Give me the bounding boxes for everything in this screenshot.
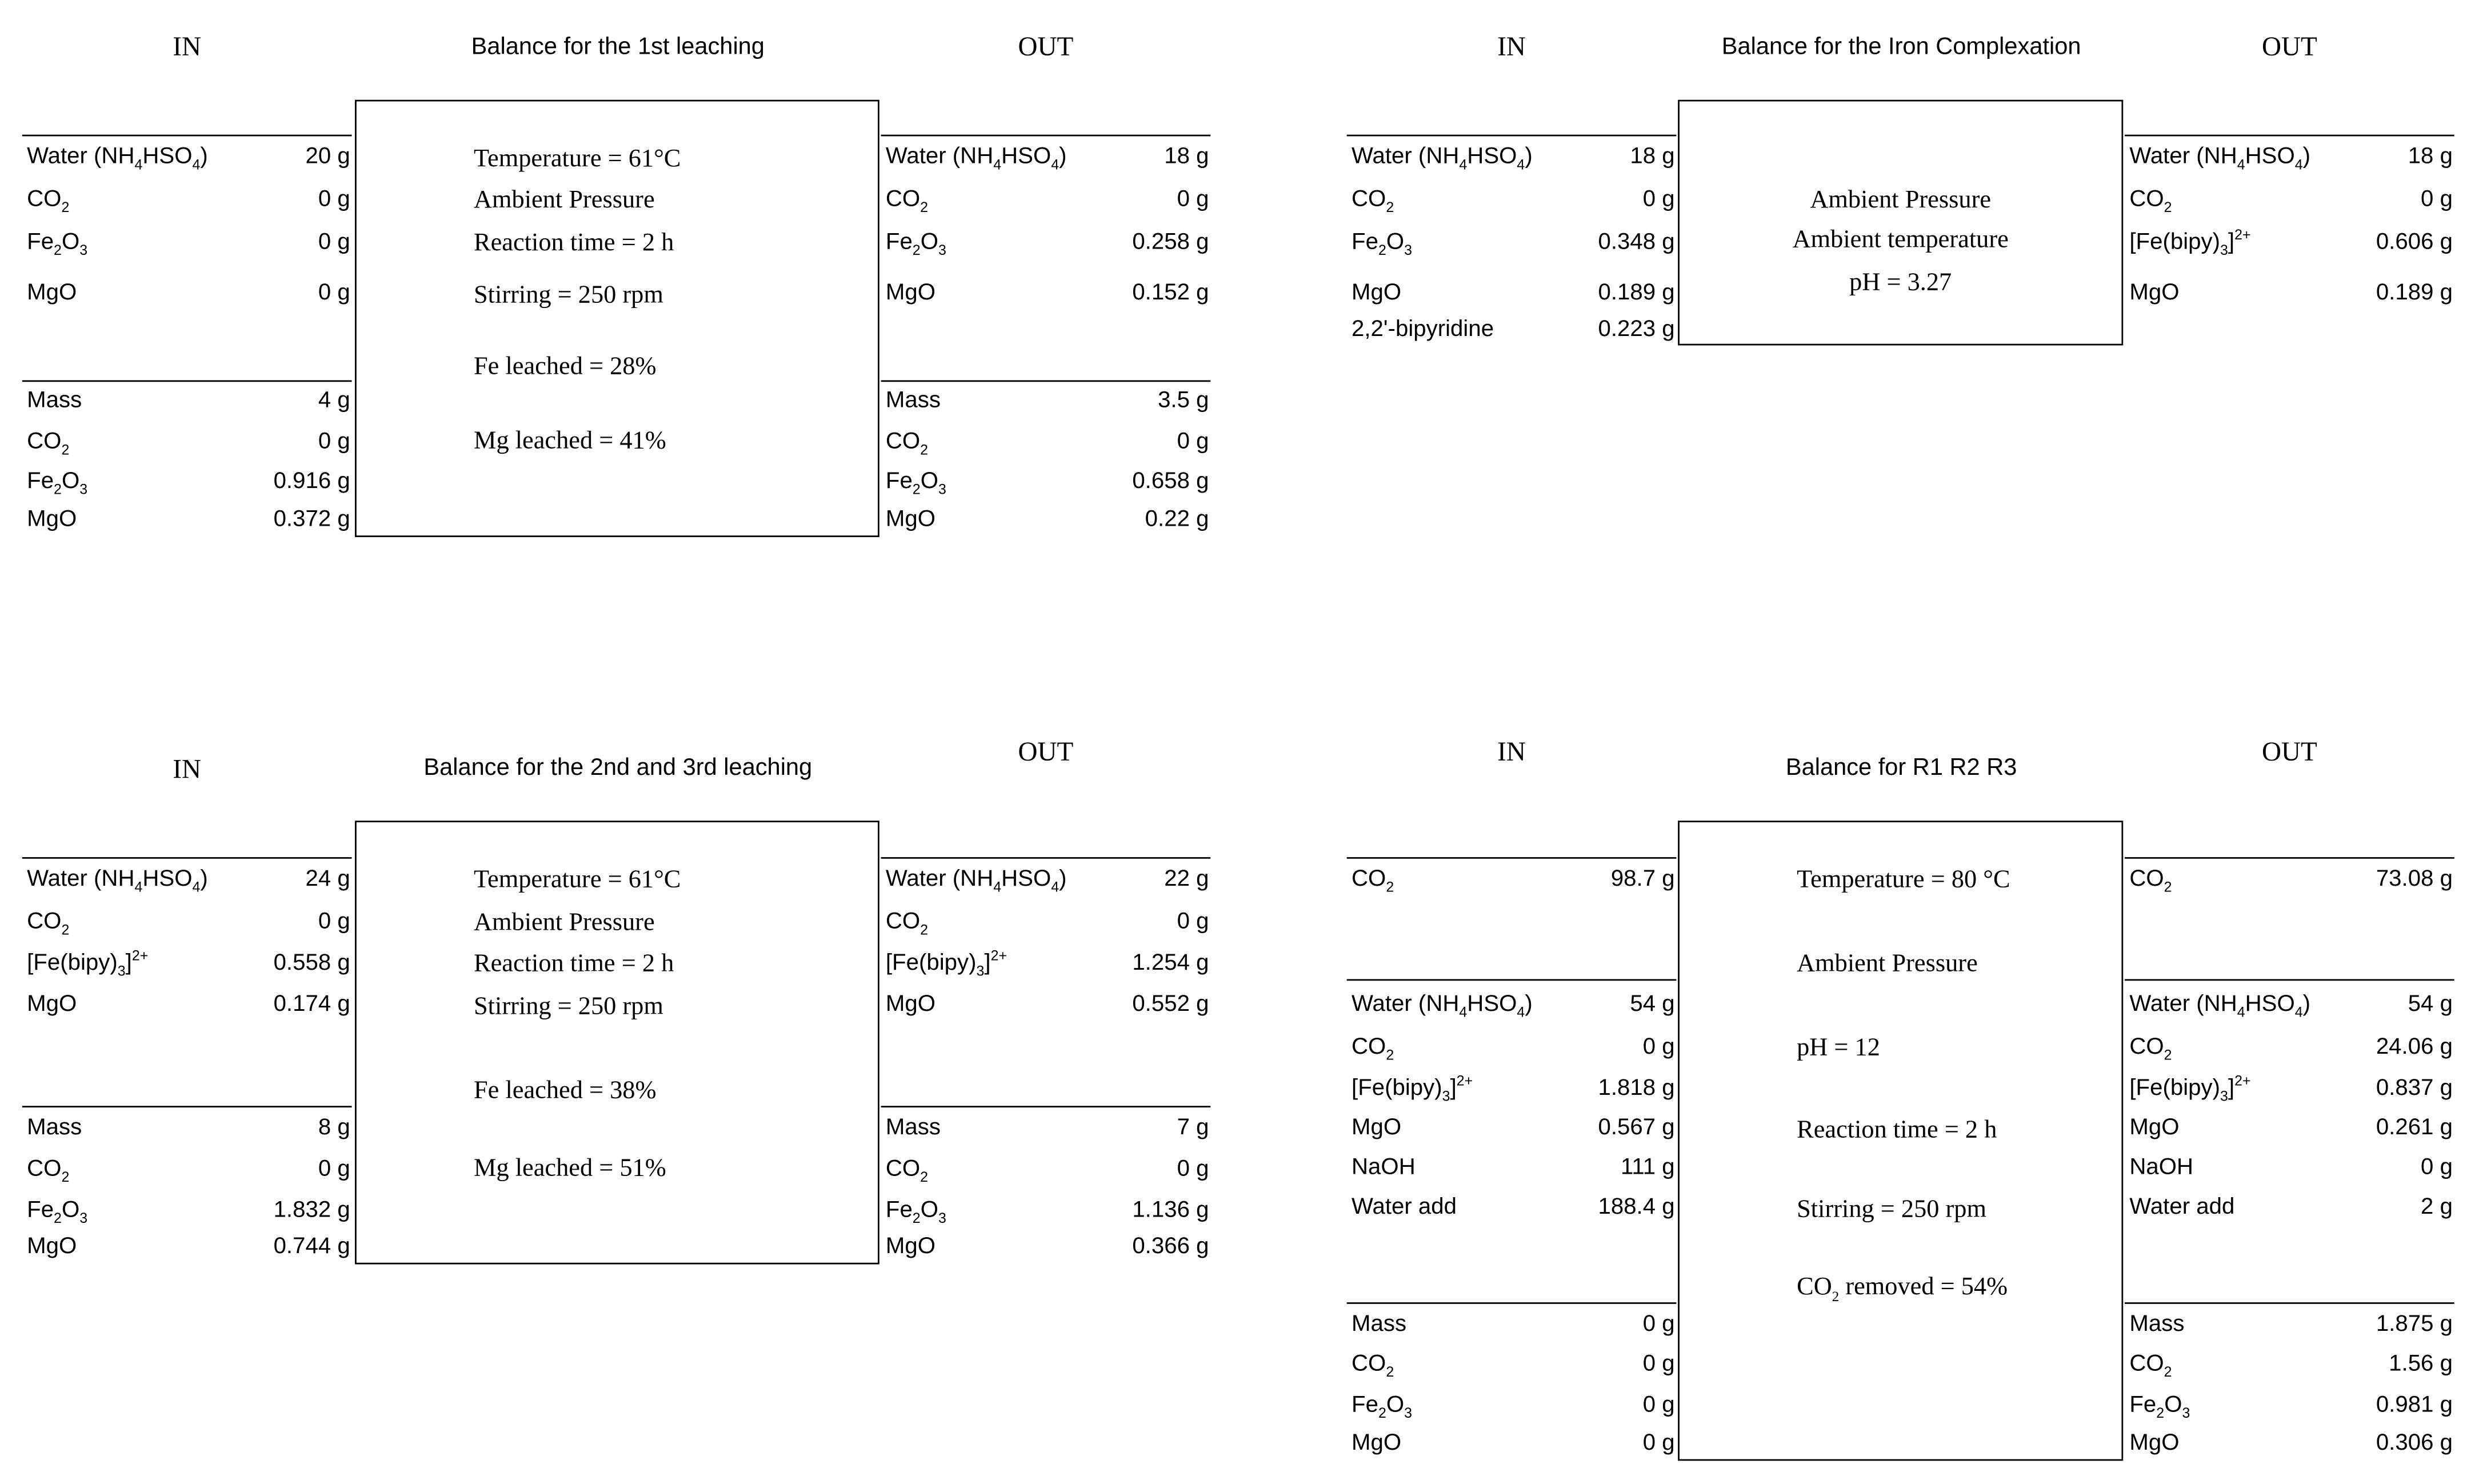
in-table-row (1352, 184, 1675, 215)
component-name: MgO (1352, 1430, 1402, 1457)
in-table-row (27, 1195, 350, 1226)
out-table-row (2129, 1309, 2453, 1340)
process-condition: Stirring = 250 rpm (474, 282, 663, 309)
component-name: Water $(NH_4HSO_4)$ (27, 144, 208, 173)
component-mass: 0 g (318, 429, 350, 455)
in-table-row (27, 1153, 350, 1185)
in-section-rule (1347, 857, 1677, 859)
component-mass: 0.744 g (273, 1234, 350, 1260)
component-name: $[Fe(bipy)_3]^{2+}$ (1352, 1073, 1473, 1105)
component-mass: 0.552 g (1132, 991, 1209, 1018)
process-condition: Ambient Pressure (474, 909, 655, 937)
component-name: MgO (27, 991, 77, 1018)
component-mass: 0.348 g (1598, 230, 1675, 255)
panel-2nd-3rd-leaching (0, 722, 1236, 1459)
in-table-row (1352, 1112, 1675, 1143)
panel-1st-leaching (0, 0, 1236, 737)
process-condition: Stirring = 250 rpm (474, 993, 663, 1021)
in-table-row (27, 141, 350, 173)
component-name: $CO_2$ (2129, 187, 2172, 215)
component-name: 2,2'-bipyridine (1352, 317, 1494, 342)
out-table-row (886, 426, 1209, 458)
component-mass: 0.174 g (273, 991, 350, 1018)
component-name: $CO_2$ (885, 909, 929, 938)
out-table-row (2129, 1390, 2453, 1421)
component-name: Water add (2129, 1194, 2235, 1220)
out-table-row (886, 277, 1209, 309)
out-table-row (886, 906, 1209, 938)
component-mass: 24 g (305, 866, 350, 892)
out-table-row (886, 989, 1209, 1020)
in-table-row (27, 1112, 350, 1143)
component-mass: 0 g (318, 909, 350, 935)
in-section-rule (1347, 979, 1677, 981)
process-condition: Mg leached = 51% (474, 1155, 666, 1182)
process-condition: Ambient temperature (1792, 226, 2009, 254)
out-section-rule (881, 1106, 1211, 1107)
component-mass: 98.7 g (1610, 866, 1675, 892)
out-table-row (886, 141, 1209, 173)
out-table-row (2129, 1031, 2453, 1063)
component-name: MgO (27, 507, 77, 533)
out-table-row (886, 1195, 1209, 1226)
component-name: NaOH (1352, 1155, 1416, 1181)
in-table-row (1352, 1427, 1675, 1459)
panel-title: Balance for the 2nd and 3rd leaching (423, 754, 813, 781)
in-table-row (27, 1231, 350, 1262)
component-mass: 18 g (2408, 144, 2453, 170)
component-name: $[Fe(bipy)_3]^{2+}$ (2129, 226, 2251, 258)
component-mass: 0.366 g (1132, 1234, 1209, 1260)
process-condition: Temperature = 61°C (474, 866, 681, 894)
in-section-rule (1347, 135, 1677, 137)
process-condition: pH = 3.27 (1849, 269, 1952, 297)
out-table-row (886, 466, 1209, 497)
component-mass: 1.818 g (1598, 1075, 1675, 1101)
component-mass: 0.189 g (2376, 280, 2453, 306)
component-name: Mass (2129, 1311, 2185, 1338)
in-table-row (27, 277, 350, 309)
out-section-rule (881, 380, 1211, 382)
in-table-row (1352, 1348, 1675, 1379)
out-table-row (886, 184, 1209, 215)
panel-r1-r2-r3 (1325, 722, 2467, 1459)
out-label: OUT (1018, 31, 1074, 62)
component-name: $CO_2$ (1352, 1034, 1394, 1063)
in-table-row (1352, 989, 1675, 1020)
process-condition: Ambient Pressure (1797, 950, 1978, 978)
component-mass: 18 g (1164, 144, 1209, 170)
in-section-rule (22, 857, 352, 859)
out-table-row (886, 947, 1209, 979)
component-name: MgO (2129, 280, 2180, 306)
out-section-rule (2125, 979, 2454, 981)
component-mass: 0 g (1177, 187, 1209, 213)
process-condition: Reaction time = 2 h (474, 230, 674, 257)
process-condition: Reaction time = 2 h (1797, 1117, 1997, 1144)
process-condition: Temperature = 61°C (474, 146, 681, 173)
in-label: IN (173, 31, 202, 62)
component-name: MgO (27, 1234, 77, 1260)
in-table-row (27, 947, 350, 979)
component-name: MgO (2129, 1430, 2180, 1457)
component-name: $CO_2$ (27, 429, 70, 458)
component-name: Water $(NH_4HSO_4)$ (2129, 991, 2311, 1021)
component-mass: 0.22 g (1145, 507, 1209, 533)
out-table-row (886, 504, 1209, 535)
component-name: Mass (1352, 1311, 1407, 1338)
out-table-row (2129, 277, 2453, 309)
component-name: $[Fe(bipy)_3]^{2+}$ (2129, 1073, 2251, 1105)
component-mass: 1.875 g (2376, 1311, 2453, 1338)
component-mass: 8 g (318, 1115, 350, 1141)
in-table-row (1352, 1191, 1675, 1223)
component-mass: 0.658 g (1132, 469, 1209, 495)
component-mass: 0 g (1642, 1311, 1675, 1338)
component-name: $Fe_2O_3$ (2129, 1393, 2190, 1421)
out-section-rule (2125, 135, 2454, 137)
component-name: $[Fe(bipy)_3]^{2+}$ (885, 947, 1007, 979)
component-mass: 54 g (2408, 991, 2453, 1018)
component-name: $CO_2$ (2129, 1351, 2172, 1380)
component-mass: 0 g (318, 187, 350, 213)
component-name: Mass (27, 1115, 82, 1141)
in-table-row (1352, 1073, 1675, 1104)
component-name: $CO_2$ (27, 1156, 70, 1185)
in-table-row (27, 385, 350, 417)
in-section-rule (1347, 1302, 1677, 1304)
in-section-rule (22, 135, 352, 137)
component-mass: 22 g (1164, 866, 1209, 892)
process-box (355, 100, 879, 537)
component-name: Water $(NH_4HSO_4)$ (2129, 144, 2311, 173)
component-mass: 0.558 g (273, 950, 350, 976)
out-table-row (886, 1112, 1209, 1143)
component-name: MgO (1352, 1115, 1402, 1141)
component-mass: 0 g (1642, 187, 1675, 213)
component-name: $[Fe(bipy)_3]^{2+}$ (27, 947, 149, 979)
process-box (355, 821, 879, 1264)
in-table-row (1352, 1152, 1675, 1183)
out-section-rule (2125, 1302, 2454, 1304)
in-table-row (27, 989, 350, 1020)
component-mass: 54 g (1630, 991, 1675, 1018)
component-name: $Fe_2O_3$ (27, 469, 88, 498)
out-table-row (2129, 184, 2453, 215)
component-name: $CO_2$ (2129, 866, 2172, 895)
component-name: MgO (1352, 280, 1402, 306)
component-mass: 3.5 g (1158, 388, 1209, 414)
process-condition: Ambient Pressure (474, 187, 655, 214)
in-section-rule (22, 1106, 352, 1107)
component-mass: 188.4 g (1598, 1194, 1675, 1220)
component-mass: 0.606 g (2376, 230, 2453, 255)
out-label: OUT (2261, 31, 2317, 62)
component-name: MgO (885, 991, 936, 1018)
panel-title: Balance for the Iron Complexation (1721, 33, 2081, 61)
component-name: $Fe_2O_3$ (1352, 230, 1413, 258)
component-name: NaOH (2129, 1155, 2194, 1181)
component-name: $Fe_2O_3$ (1352, 1393, 1413, 1421)
component-name: $CO_2$ (885, 187, 929, 215)
process-condition: $CO_2$ removed = 54% (1797, 1274, 2008, 1305)
process-condition: Ambient Pressure (1810, 187, 1992, 214)
component-mass: 4 g (318, 388, 350, 414)
component-mass: 0 g (1642, 1351, 1675, 1377)
out-table-row (2129, 1073, 2453, 1104)
component-mass: 0 g (1642, 1430, 1675, 1457)
panel-iron-complexation (1325, 0, 2467, 737)
component-mass: 0 g (2421, 187, 2453, 213)
component-name: $CO_2$ (27, 909, 70, 938)
component-mass: 0.306 g (2376, 1430, 2453, 1457)
in-table-row (27, 504, 350, 535)
in-table-row (1352, 1309, 1675, 1340)
component-name: $Fe_2O_3$ (27, 230, 88, 258)
in-table-row (27, 184, 350, 215)
in-table-row (1352, 1031, 1675, 1063)
component-name: Water $(NH_4HSO_4)$ (1352, 991, 1533, 1021)
component-mass: 0.981 g (2376, 1393, 2453, 1418)
component-mass: 0 g (1177, 909, 1209, 935)
out-section-rule (881, 135, 1211, 137)
component-mass: 0.567 g (1598, 1115, 1675, 1141)
component-name: $CO_2$ (885, 429, 929, 458)
component-name: $CO_2$ (1352, 866, 1394, 895)
component-name: Water add (1352, 1194, 1457, 1220)
out-section-rule (2125, 857, 2454, 859)
component-name: Water $(NH_4HSO_4)$ (27, 866, 208, 895)
process-condition: pH = 12 (1797, 1034, 1880, 1062)
in-table-row (1352, 1390, 1675, 1421)
in-table-row (1352, 314, 1675, 345)
out-label: OUT (2261, 737, 2317, 767)
out-table-row (886, 1231, 1209, 1262)
panel-title: Balance for the 1st leaching (471, 33, 765, 61)
process-condition: Mg leached = 41% (474, 427, 666, 455)
process-condition: Fe leached = 38% (474, 1077, 657, 1105)
component-mass: 1.832 g (273, 1198, 350, 1223)
out-table-row (886, 385, 1209, 417)
in-table-row (27, 426, 350, 458)
out-table-row (2129, 1348, 2453, 1379)
component-name: $Fe_2O_3$ (885, 230, 946, 258)
component-mass: 0 g (2421, 1155, 2453, 1181)
process-box (1678, 100, 2123, 346)
process-condition: Temperature = 80 °C (1797, 866, 2010, 894)
process-condition: Reaction time = 2 h (474, 950, 674, 978)
out-table-row (886, 226, 1209, 258)
in-section-rule (22, 380, 352, 382)
component-mass: 73.08 g (2376, 866, 2453, 892)
out-table-row (2129, 989, 2453, 1020)
component-name: $Fe_2O_3$ (885, 1198, 946, 1226)
component-name: MgO (885, 507, 936, 533)
component-name: $CO_2$ (27, 187, 70, 215)
component-name: MgO (885, 280, 936, 306)
process-condition: Stirring = 250 rpm (1797, 1196, 1986, 1223)
in-label: IN (1497, 31, 1526, 62)
process-condition: Fe leached = 28% (474, 353, 657, 381)
component-mass: 7 g (1177, 1115, 1209, 1141)
component-mass: 0.223 g (1598, 317, 1675, 342)
in-table-row (1352, 226, 1675, 258)
in-table-row (27, 226, 350, 258)
component-mass: 0.258 g (1132, 230, 1209, 255)
component-mass: 0.152 g (1132, 280, 1209, 306)
component-name: $CO_2$ (1352, 187, 1394, 215)
component-name: Water $(NH_4HSO_4)$ (885, 866, 1067, 895)
out-table-row (886, 863, 1209, 895)
component-name: Mass (885, 388, 941, 414)
component-name: MgO (2129, 1115, 2180, 1141)
component-name: MgO (885, 1234, 936, 1260)
component-name: $Fe_2O_3$ (885, 469, 946, 498)
component-mass: 0 g (1177, 1156, 1209, 1182)
component-mass: 111 g (1620, 1155, 1675, 1181)
component-mass: 1.136 g (1132, 1198, 1209, 1223)
component-mass: 0 g (1642, 1393, 1675, 1418)
in-table-row (27, 863, 350, 895)
component-name: Mass (27, 388, 82, 414)
component-mass: 18 g (1630, 144, 1675, 170)
component-mass: 0 g (318, 280, 350, 306)
in-label: IN (1497, 737, 1526, 767)
out-table-row (2129, 1191, 2453, 1223)
component-mass: 0 g (1642, 1034, 1675, 1060)
out-label: OUT (1018, 737, 1074, 767)
in-table-row (27, 906, 350, 938)
process-box (1678, 821, 2123, 1461)
panel-title: Balance for R1 R2 R3 (1785, 754, 2017, 781)
component-mass: 0.261 g (2376, 1115, 2453, 1141)
out-table-row (886, 1153, 1209, 1185)
component-mass: 20 g (305, 144, 350, 170)
component-mass: 2 g (2421, 1194, 2453, 1220)
in-table-row (1352, 141, 1675, 173)
out-section-rule (881, 857, 1211, 859)
component-mass: 0 g (1177, 429, 1209, 455)
component-mass: 24.06 g (2376, 1034, 2453, 1060)
component-mass: 0.837 g (2376, 1075, 2453, 1101)
component-name: Water $(NH_4HSO_4)$ (885, 144, 1067, 173)
component-mass: 1.254 g (1132, 950, 1209, 976)
out-table-row (2129, 863, 2453, 895)
component-name: Mass (885, 1115, 941, 1141)
component-mass: 0.189 g (1598, 280, 1675, 306)
in-table-row (1352, 863, 1675, 895)
in-table-row (27, 466, 350, 497)
out-table-row (2129, 1152, 2453, 1183)
out-table-row (2129, 226, 2453, 258)
out-table-row (2129, 1112, 2453, 1143)
component-mass: 0.372 g (273, 507, 350, 533)
component-name: Water $(NH_4HSO_4)$ (1352, 144, 1533, 173)
component-mass: 0 g (318, 230, 350, 255)
component-name: $CO_2$ (1352, 1351, 1394, 1380)
component-name: $Fe_2O_3$ (27, 1198, 88, 1226)
in-label: IN (173, 754, 202, 785)
out-table-row (2129, 141, 2453, 173)
component-name: $CO_2$ (2129, 1034, 2172, 1063)
component-name: $CO_2$ (885, 1156, 929, 1185)
component-name: MgO (27, 280, 77, 306)
component-mass: 0.916 g (273, 469, 350, 495)
component-mass: 1.56 g (2389, 1351, 2453, 1377)
out-table-row (2129, 1427, 2453, 1459)
component-mass: 0 g (318, 1156, 350, 1182)
in-table-row (1352, 277, 1675, 309)
